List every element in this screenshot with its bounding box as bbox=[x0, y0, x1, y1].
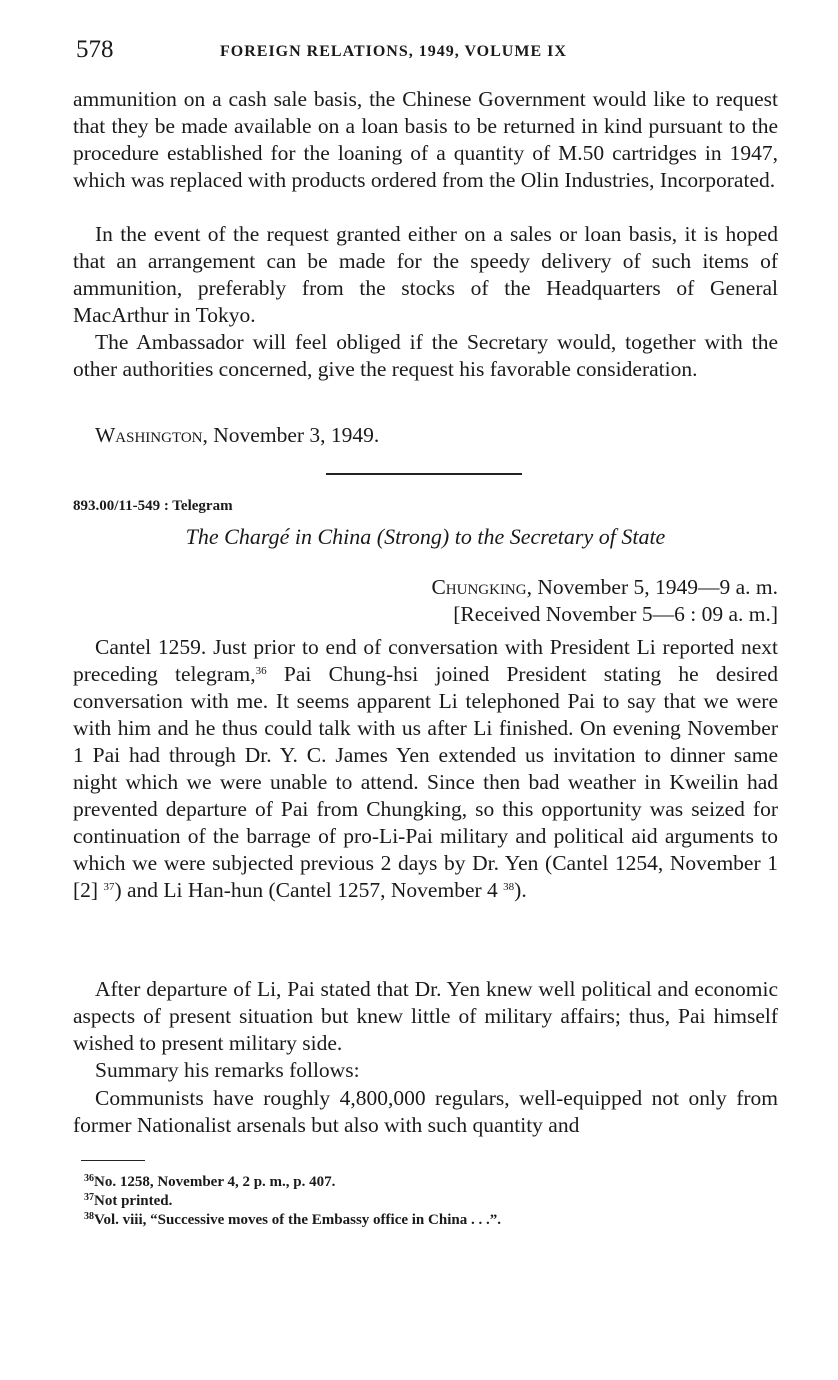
telegram-paragraph-3: Summary his remarks follows: bbox=[95, 1058, 360, 1082]
telegram-text-b: Pai Chung-hsi joined President stating he desired conversation with me. It seems apparent Li telephoned Pai to say that we were with him and he thus could talk with us after Li finished. On evening November 1 Pai had through Dr. Y. C. James Yen extended us invitation to dinner same night which we were unable to attend. Since then bad weather in Kweilin had prevented departure of Pai from Chungking, so this opportunity was seized for continuation of the barrage of pro-Li-Pai military and political aid arguments to which we were subjected previous 2 days by Dr. Yen (Cantel 1254, November 1 [2] bbox=[73, 662, 778, 902]
footnote-ref-38: 38 bbox=[503, 881, 515, 893]
footnote-ref-37: 37 bbox=[103, 881, 115, 893]
running-head: FOREIGN RELATIONS, 1949, VOLUME IX bbox=[220, 43, 567, 60]
footnote-divider bbox=[81, 1160, 145, 1161]
continuation-paragraph-2: In the event of the request granted either on a sales or loan basis, it is hoped that an arrangement can be made for the speedy delivery of such items of ammunition, preferably from the stocks of the Headquarters of General MacArthur in Tokyo. bbox=[73, 222, 778, 327]
telegram-text-a: Cantel 1259. Just prior to end of conversation with President Li reported next preceding telegram, bbox=[73, 635, 778, 686]
signoff-date: , November 3, 1949. bbox=[202, 423, 380, 447]
page-number: 578 bbox=[76, 36, 114, 63]
dateline-place: Chungking bbox=[431, 575, 527, 599]
page-header bbox=[76, 36, 776, 66]
continuation-paragraph-1: ammunition on a cash sale basis, the Chinese Government would like to request that they be made available on a loan basis to be returned in kind pursuant to the procedure established for the loaning of a quantity of M.50 cartridges in 1947, which was replaced with products ordered from the Olin Industries, Incorporated. bbox=[73, 87, 778, 192]
telegram-paragraph-4: Communists have roughly 4,800,000 regulars, well-equipped not only from former Nationalist arsenals but also with such quantity and bbox=[73, 1086, 778, 1137]
document-title: The Chargé in China (Strong) to the Secretary of State bbox=[185, 524, 666, 549]
dateline-date: , November 5, 1949—9 a. m. bbox=[526, 575, 778, 599]
dateline-block bbox=[431, 574, 778, 628]
telegram-paragraph-1 bbox=[73, 634, 778, 904]
signoff bbox=[73, 422, 778, 449]
signoff-place: Washington bbox=[95, 423, 203, 447]
footnote-36: $^{36}$No. 1258, November 4, 2 p. m., p. 407. bbox=[84, 1173, 336, 1190]
footnote-38: $^{38}$Vol. viii, “Successive moves of the Embassy office in China . . .”. bbox=[84, 1211, 501, 1228]
file-reference: 893.00/11-549 : Telegram bbox=[73, 498, 233, 514]
received-line: [Received November 5—6 : 09 a. m.] bbox=[453, 602, 778, 626]
continuation-paragraph-3: The Ambassador will feel obliged if the Secretary would, together with the other authorities concerned, give the request his favorable consideration. bbox=[73, 330, 778, 381]
telegram-text-c: ) and Li Han-hun (Cantel 1257, November 4 bbox=[114, 878, 504, 902]
footnote-37: $^{37}$Not printed. bbox=[84, 1192, 173, 1209]
footnotes bbox=[84, 1173, 501, 1230]
telegram-text-d: ). bbox=[514, 878, 527, 902]
dateline bbox=[431, 574, 778, 601]
section-divider bbox=[326, 473, 522, 475]
footnote-ref-36: 36 bbox=[255, 665, 267, 677]
telegram-paragraph-2: After departure of Li, Pai stated that Dr. Yen knew well political and economic aspects of present situation but knew little of military affairs; thus, Pai himself wished to present military side. bbox=[73, 977, 778, 1055]
